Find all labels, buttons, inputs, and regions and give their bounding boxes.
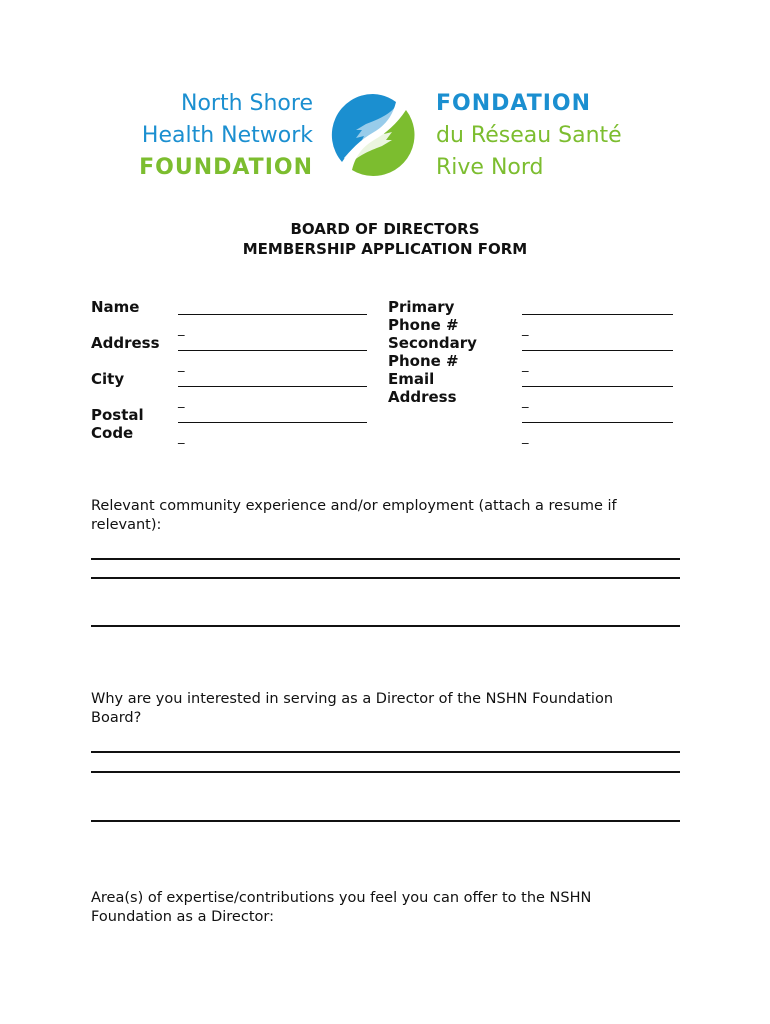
logo-fr-line-1: FONDATION	[436, 91, 592, 116]
interest-question-line-1: Why are you interested in serving as a Director of the NSHN Foundation	[91, 691, 614, 707]
primary-phone-label-line-2: Phone #	[388, 316, 459, 334]
postal-label-line-2: Code	[91, 424, 134, 442]
email-label-line-1: Email	[388, 370, 435, 388]
interest-answer-line-2[interactable]	[91, 771, 680, 773]
logo-fr-line-2: du Réseau Santé	[436, 123, 622, 148]
city-label: City	[91, 370, 125, 388]
interest-question	[91, 690, 681, 728]
experience-question-line-2: relevant):	[91, 517, 162, 533]
interest-answer-line-3[interactable]	[91, 820, 680, 822]
email-field[interactable]	[522, 386, 673, 387]
extra-contact-field[interactable]	[522, 422, 673, 423]
interest-question-line-2: Board?	[91, 710, 142, 726]
secondary-phone-field[interactable]	[522, 350, 673, 351]
interest-answer-line-1[interactable]	[91, 751, 680, 753]
logo-en-line-1: North Shore	[181, 91, 313, 116]
logo-french-text	[436, 88, 622, 184]
logo-en-line-2: Health Network	[141, 123, 313, 148]
city-field[interactable]	[178, 386, 367, 387]
expertise-question-line-2: Foundation as a Director:	[91, 909, 274, 925]
address-label: Address	[91, 334, 160, 352]
logo-en-line-3: FOUNDATION	[139, 155, 313, 180]
name-field-marker: _	[178, 322, 185, 337]
postal-code-field-marker: _	[178, 430, 185, 445]
extra-contact-field-marker: _	[522, 430, 529, 445]
logo-english-text	[139, 88, 313, 184]
primary-phone-label-line-1: Primary	[388, 298, 455, 316]
experience-answer-line-3[interactable]	[91, 625, 680, 627]
form-title-line-1: BOARD OF DIRECTORS	[290, 220, 480, 238]
primary-phone-field-marker: _	[522, 322, 529, 337]
address-field-marker: _	[178, 358, 185, 373]
expertise-question-line-1: Area(s) of expertise/contributions you feel you can offer to the NSHN	[91, 890, 592, 906]
experience-question-line-1: Relevant community experience and/or employment (attach a resume if	[91, 498, 617, 514]
secondary-phone-label-line-1: Secondary	[388, 334, 477, 352]
city-field-marker: _	[178, 394, 185, 409]
experience-question	[91, 497, 681, 535]
experience-answer-line-2[interactable]	[91, 577, 680, 579]
form-title-line-2: MEMBERSHIP APPLICATION FORM	[242, 240, 528, 258]
secondary-phone-label-line-2: Phone #	[388, 352, 459, 370]
email-field-marker: _	[522, 394, 529, 409]
secondary-phone-field-marker: _	[522, 358, 529, 373]
postal-code-field[interactable]	[178, 422, 367, 423]
form-title	[0, 219, 770, 259]
name-label: Name	[91, 298, 140, 316]
primary-phone-field[interactable]	[522, 314, 673, 315]
email-label-line-2: Address	[388, 388, 457, 406]
foundation-logo	[0, 88, 770, 188]
name-field[interactable]	[178, 314, 367, 315]
experience-answer-line-1[interactable]	[91, 558, 680, 560]
postal-label-line-1: Postal	[91, 406, 144, 424]
address-field[interactable]	[178, 350, 367, 351]
hands-logo-icon	[330, 92, 416, 178]
expertise-question	[91, 889, 681, 927]
logo-fr-line-3: Rive Nord	[436, 155, 544, 180]
